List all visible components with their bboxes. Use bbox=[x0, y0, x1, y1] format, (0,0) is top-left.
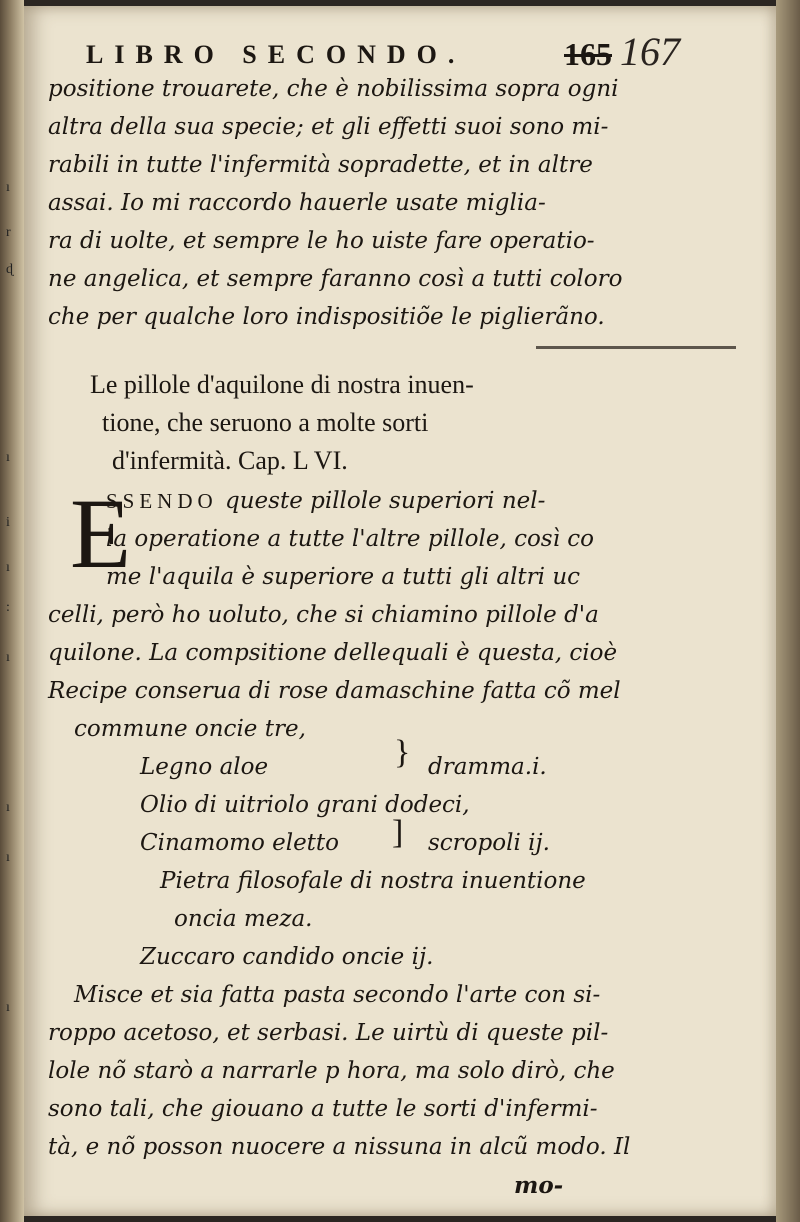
recipe-brace: } bbox=[394, 734, 411, 771]
handwritten-folio: 167 bbox=[620, 29, 680, 74]
heading-line: tione, che seruono a molte sorti bbox=[102, 408, 429, 437]
section-rule bbox=[536, 346, 736, 349]
text-line: ne angelica, et sempre faranno così a tutti coloro bbox=[48, 266, 623, 292]
recipe-item-name: Cinamomo eletto bbox=[140, 830, 340, 856]
recipe-item-name: Zuccaro candido oncie ij. bbox=[140, 944, 434, 970]
page-number bbox=[564, 28, 680, 75]
text-line: ra di uolte, et sempre le ho uiste fare operatio- bbox=[48, 228, 595, 254]
book-page bbox=[24, 6, 776, 1216]
recipe-item-name: Legno aloe bbox=[140, 754, 269, 780]
facing-page-edge: ı r ɖ ı i ı : ı ı ı ı bbox=[0, 0, 24, 1222]
text-line: la operatione a tutte l'altre pillole, così co bbox=[106, 526, 594, 552]
recipe-item-name: Olio di uitriolo grani dodeci, bbox=[140, 792, 470, 818]
text-line: che per qualche loro indispositiõe le piglierãno. bbox=[48, 304, 605, 330]
text-line: quilone. La compsitione dellequali è questa, cioè bbox=[48, 640, 618, 666]
recipe-brace: ] bbox=[392, 814, 404, 851]
text-line: tà, e nõ posson nuocere a nissuna in alcũ modo. Il bbox=[48, 1134, 631, 1160]
recipe-item-dose: dramma.i. bbox=[428, 754, 547, 780]
small-caps-opening: SSENDO bbox=[106, 489, 218, 513]
text-line: Recipe conserua di rose damaschine fatta cõ mel bbox=[48, 678, 621, 704]
recipe-item-name: oncia meza. bbox=[174, 906, 313, 932]
drop-cap: E bbox=[70, 478, 132, 589]
next-page-edge bbox=[776, 0, 800, 1222]
heading-line: d'infermità. Cap. L VI. bbox=[112, 446, 348, 475]
recipe-item-name: Pietra filosofale di nostra inuentione bbox=[160, 868, 586, 894]
catchword: mo- bbox=[514, 1172, 564, 1199]
text-line: Misce et sia fatta pasta secondo l'arte con si- bbox=[74, 982, 601, 1008]
text-line: me l'aquila è superiore a tutti gli altri uc bbox=[106, 564, 581, 590]
text-line: rabili in tutte l'infermità sopradette, et in altre bbox=[48, 152, 593, 178]
text-line: altra della sua specie; et gli effetti suoi sono mi- bbox=[48, 114, 609, 140]
heading-line: Le pillole d'aquilone di nostra inuen- bbox=[90, 370, 474, 399]
line-text: queste pillole superiori nel- bbox=[217, 488, 546, 514]
text-line bbox=[106, 488, 545, 514]
text-line: sono tali, che giouano a tutte le sorti d'infermi- bbox=[48, 1096, 598, 1122]
text-line: assai. Io mi raccordo hauerle usate miglia- bbox=[48, 190, 546, 216]
text-line: lole nõ starò a narrarle p hora, ma solo dirò, che bbox=[48, 1058, 615, 1084]
recipe-item-dose: scropoli ij. bbox=[428, 830, 550, 856]
text-line: roppo acetoso, et serbasi. Le uirtù di queste pil- bbox=[48, 1020, 609, 1046]
text-line: commune oncie tre, bbox=[74, 716, 306, 742]
text-line: celli, però ho uoluto, che si chiamino pillole d'a bbox=[48, 602, 599, 628]
text-line: positione trouarete, che è nobilissima sopra ogni bbox=[48, 76, 619, 102]
running-head: LIBRO SECONDO. bbox=[86, 40, 466, 69]
printed-folio: 165 bbox=[564, 36, 612, 72]
